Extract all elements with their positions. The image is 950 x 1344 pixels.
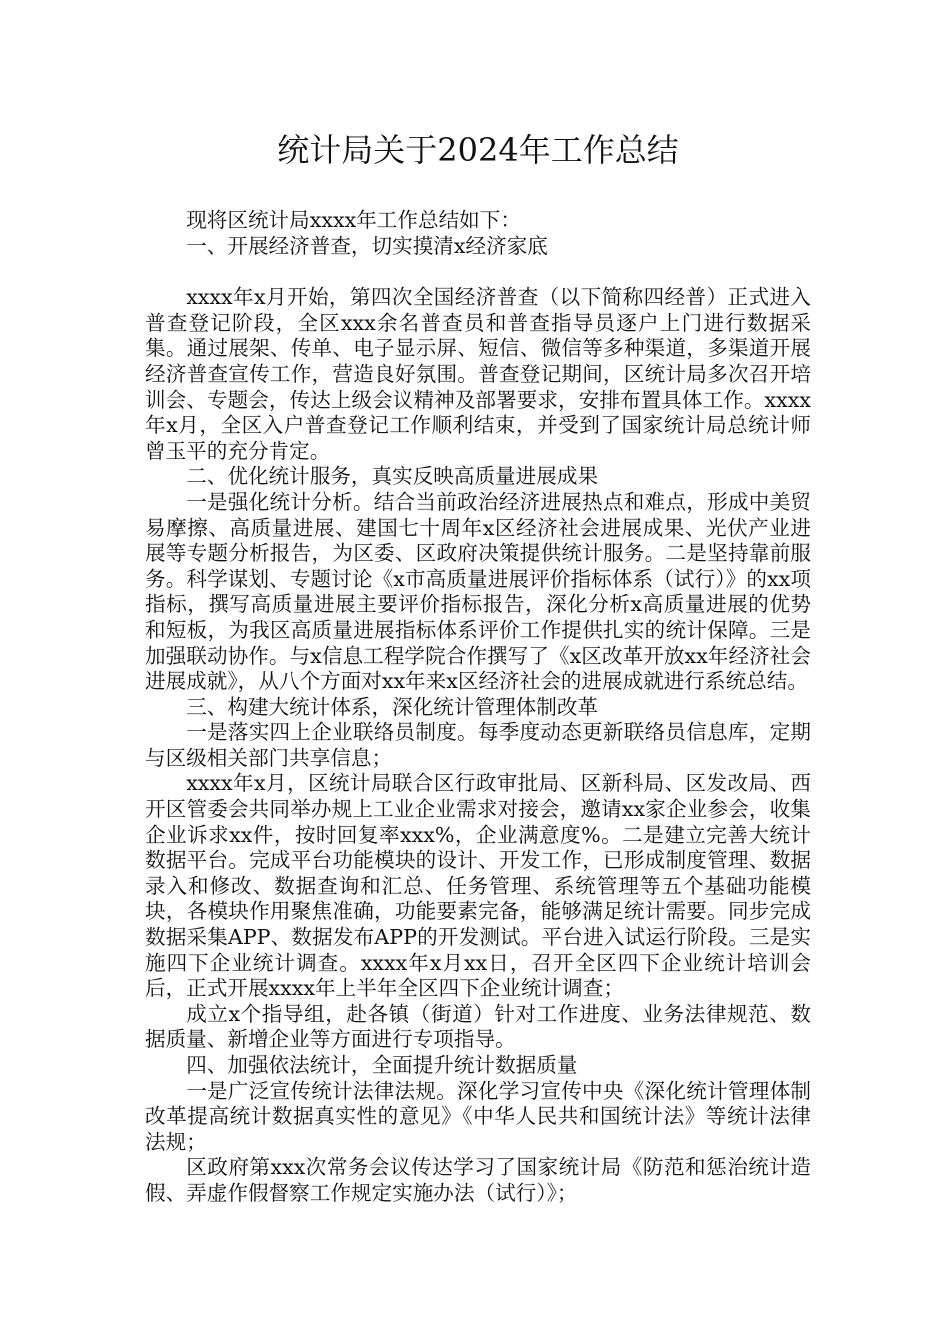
blank-line xyxy=(145,259,811,285)
body-paragraph: xxxx年x月，区统计局联合区行政审批局、区新科局、区发改局、西开区管委会共同举办规上工业企业需求对接会，邀请xx家企业参会，收集企业诉求xx件，按时回复率xxx%，企业满意度%。二是建立完善大统计数据平台。完成平台功能模块的设计、开发工作，已形成制度管理、数据录入和修改、数据查询和汇总、任务管理、系统管理等五个基础功能模块，各模块作用聚焦准确，功能要素完备，能够满足统计需要。同步完成数据采集APP、数据发布APP的开发测试。平台进入试运行阶段。三是实施四下企业统计调查。xxxx年x月xx日，召开全区四下企业统计培训会后，正式开展xxxx年上半年全区四下企业统计调查； xyxy=(145,771,811,1001)
body-paragraph: 区政府第xxx次常务会议传达学习了国家统计局《防范和惩治统计造假、弄虚作假督察工作规定实施办法（试行）》； xyxy=(145,1155,811,1205)
body-paragraph: 一是广泛宣传统计法律法规。深化学习宣传中央《深化统计管理体制改革提高统计数据真实性的意见》《中华人民共和国统计法》等统计法律法规； xyxy=(145,1078,811,1154)
section-heading-3: 三、构建大统计体系，深化统计管理体制改革 xyxy=(186,694,599,719)
body-paragraph: 一是落实四上企业联络员制度。每季度动态更新联络员信息库，定期与区级相关部门共享信息； xyxy=(145,720,811,770)
intro-paragraph: 现将区统计局xxxx年工作总结如下： xyxy=(186,208,521,232)
body-paragraph: 成立x个指导组，赴各镇（街道）针对工作进度、业务法律规范、数据质量、新增企业等方面进行专项指导。 xyxy=(145,1001,811,1052)
section-heading-1: 一、开展经济普查，切实摸清x经济家底 xyxy=(186,233,548,258)
section-heading-4: 四、加强依法统计，全面提升统计数据质量 xyxy=(186,1053,578,1077)
section-heading-2: 二、优化统计服务，真实反映高质量进展成果 xyxy=(186,464,599,489)
body-paragraph: xxxx年x月开始，第四次全国经济普查（以下简称四经普）正式进入普查登记阶段，全区xxx余名普查员和普查指导员逐户上门进行数据采集。通过展架、传单、电子显示屏、短信、微信等多种渠道，多渠道开展经济普查宣传工作，营造良好氛围。普查登记期间，区统计局多次召开培训会、专题会，传达上级会议精神及部署要求，安排布置具体工作。xxxx年x月，全区入户普查登记工作顺利结束，并受到了国家统计局总统计师曾玉平的充分肯定。 xyxy=(145,285,811,463)
body-paragraph: 一是强化统计分析。结合当前政治经济进展热点和难点，形成中美贸易摩擦、高质量进展、建国七十周年x区经济社会进展成果、光伏产业进展等专题分析报告，为区委、区政府决策提供统计服务。二是坚持靠前服务。科学谋划、专题讨论《x市高质量进展评价指标体系（试行）》的xx项指标，撰写高质量进展主要评价指标报告，深化分析x高质量进展的优势和短板，为我区高质量进展指标体系评价工作提供扎实的统计保障。三是加强联动协作。与x信息工程学院合作撰写了《x区改革开放xx年经济社会进展成就》，从八个方面对xx年来x区经济社会的进展成就进行系统总结。 xyxy=(145,489,811,694)
document-title: 统计局关于2024年工作总结 xyxy=(277,131,679,169)
document-page xyxy=(145,128,811,1207)
